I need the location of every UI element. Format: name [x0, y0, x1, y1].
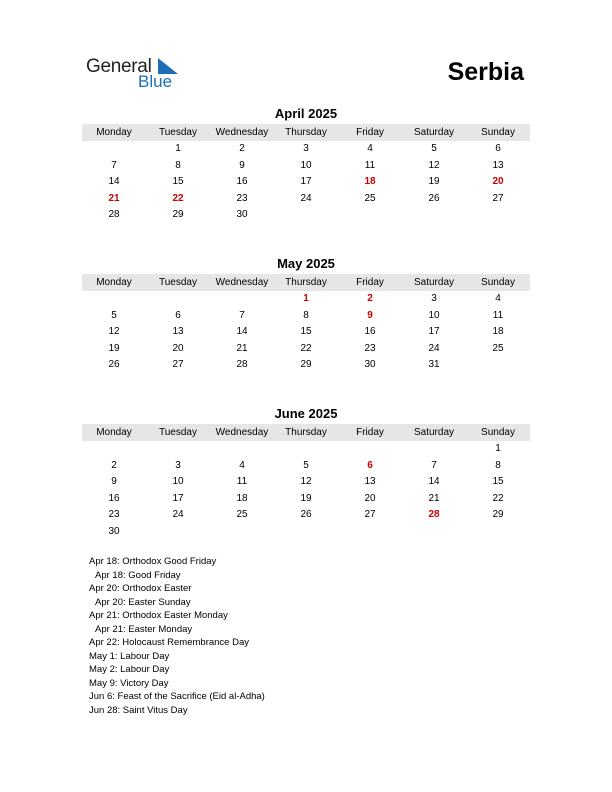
day-cell: 8: [175, 159, 181, 171]
day-cell: 3: [431, 293, 437, 304]
holiday-item: Apr 21: Orthodox Easter Monday: [89, 610, 228, 621]
holiday-item: Apr 22: Holocaust Remembrance Day: [89, 637, 249, 648]
weekday-label: Thursday: [285, 277, 327, 288]
week-row: [82, 158, 530, 175]
weekday-label: Tuesday: [159, 277, 197, 288]
day-cell: 28: [108, 209, 120, 221]
week-row: [82, 341, 530, 358]
day-cell: 26: [428, 192, 440, 204]
day-cell: 9: [239, 159, 245, 171]
month-title: June 2025: [274, 406, 338, 421]
day-cell: 7: [431, 459, 437, 471]
weekday-label: Monday: [96, 277, 132, 288]
empty-cell: [82, 291, 146, 308]
day-cell: 9: [367, 309, 373, 321]
holiday-item: Apr 21: Easter Monday: [95, 623, 193, 635]
week-row: [82, 524, 530, 541]
week-row: [82, 141, 530, 158]
day-cell: 3: [175, 459, 181, 471]
day-cell: 15: [300, 326, 312, 338]
empty-cell: [146, 441, 210, 458]
day-cell: 17: [300, 176, 312, 188]
logo-text-general: General: [86, 56, 152, 77]
empty-cell: [338, 207, 402, 224]
empty-cell: [274, 524, 338, 541]
empty-cell: [338, 441, 402, 458]
day-cell: 22: [172, 192, 184, 204]
country-title: Serbia: [447, 58, 524, 86]
holiday-list: [89, 555, 265, 717]
week-row: [82, 474, 530, 491]
day-cell: 25: [364, 192, 376, 204]
holiday-item: May 1: Labour Day: [89, 650, 170, 662]
day-cell: 10: [428, 309, 440, 321]
day-cell: 2: [239, 143, 245, 154]
weekday-label: Sunday: [481, 127, 515, 138]
day-cell: 19: [300, 492, 312, 504]
month-june: [82, 406, 530, 541]
day-cell: 7: [111, 159, 117, 171]
day-cell: 15: [172, 176, 184, 188]
day-cell: 13: [492, 159, 504, 171]
weekday-label: Thursday: [285, 127, 327, 138]
month-title: May 2025: [277, 256, 335, 271]
day-cell: 10: [300, 159, 312, 171]
day-cell: 26: [300, 509, 312, 521]
day-cell: 17: [428, 326, 440, 338]
day-cell: 23: [236, 192, 248, 204]
empty-cell: [338, 524, 402, 541]
empty-cell: [82, 141, 146, 158]
day-cell: 30: [108, 525, 120, 537]
day-cell: 15: [492, 476, 504, 488]
week-row: [82, 191, 530, 208]
day-cell: 10: [172, 476, 184, 488]
weekday-header: [82, 424, 530, 441]
holiday-item: Apr 18: Good Friday: [95, 569, 181, 581]
week-row: [82, 357, 530, 374]
day-cell: 28: [236, 359, 248, 371]
weekday-label: Friday: [356, 277, 384, 288]
day-cell: 21: [108, 192, 120, 204]
day-cell: 8: [303, 309, 309, 321]
day-cell: 11: [492, 309, 504, 321]
month-may: [82, 256, 530, 374]
weekday-label: Wednesday: [215, 127, 269, 138]
weekday-label: Wednesday: [215, 427, 269, 438]
week-row: [82, 441, 530, 458]
day-cell: 11: [364, 159, 376, 171]
day-cell: 9: [111, 476, 117, 488]
day-cell: 13: [172, 326, 184, 338]
weekday-header: [82, 124, 530, 141]
empty-cell: [210, 291, 274, 308]
day-cell: 27: [172, 359, 184, 371]
weekday-label: Wednesday: [215, 277, 269, 288]
day-cell: 25: [236, 509, 248, 521]
day-cell: 16: [236, 176, 248, 188]
day-cell: 23: [108, 509, 120, 521]
day-cell: 14: [236, 326, 248, 338]
day-cell: 12: [300, 476, 312, 488]
empty-cell: [146, 291, 210, 308]
week-row: [82, 174, 530, 191]
week-row: [82, 507, 530, 524]
day-cell: 24: [428, 342, 440, 354]
day-cell: 30: [236, 209, 248, 221]
week-row: [82, 324, 530, 341]
holiday-item: Apr 18: Orthodox Good Friday: [89, 556, 217, 567]
weekday-label: Saturday: [413, 427, 455, 438]
day-cell: 4: [367, 143, 373, 154]
month-april: [82, 106, 530, 224]
day-cell: 4: [239, 459, 245, 471]
weekday-label: Saturday: [413, 277, 455, 288]
day-cell: 14: [428, 476, 440, 488]
day-cell: 24: [300, 192, 312, 204]
holiday-item: May 2: Labour Day: [89, 664, 170, 675]
day-cell: 2: [367, 293, 373, 304]
empty-cell: [210, 524, 274, 541]
day-cell: 7: [239, 309, 245, 321]
day-cell: 29: [492, 509, 504, 521]
week-row: [82, 308, 530, 325]
day-cell: 21: [236, 342, 248, 354]
day-cell: 26: [108, 359, 120, 371]
week-row: [82, 491, 530, 508]
empty-cell: [402, 524, 466, 541]
day-cell: 27: [492, 192, 504, 204]
weekday-label: Sunday: [481, 277, 515, 288]
weekday-label: Tuesday: [159, 127, 197, 138]
day-cell: 31: [428, 359, 440, 371]
day-cell: 30: [364, 359, 376, 371]
day-cell: 17: [172, 492, 184, 504]
day-cell: 8: [495, 459, 501, 471]
day-cell: 16: [364, 326, 376, 338]
weekday-label: Thursday: [285, 427, 327, 438]
day-cell: 1: [303, 293, 309, 304]
empty-cell: [210, 441, 274, 458]
day-cell: 2: [111, 459, 117, 471]
day-cell: 1: [495, 443, 501, 454]
day-cell: 4: [495, 293, 501, 304]
week-row: [82, 291, 530, 308]
day-cell: 21: [428, 492, 440, 504]
weekday-label: Saturday: [413, 127, 455, 138]
day-cell: 5: [111, 309, 117, 321]
day-cell: 5: [431, 143, 437, 154]
day-cell: 14: [108, 176, 120, 188]
day-cell: 6: [495, 143, 501, 154]
empty-cell: [466, 357, 530, 374]
weekday-label: Tuesday: [159, 427, 197, 438]
empty-cell: [274, 207, 338, 224]
logo-text-blue: Blue: [138, 72, 173, 91]
empty-cell: [274, 441, 338, 458]
empty-cell: [466, 207, 530, 224]
week-row: [82, 207, 530, 224]
day-cell: 19: [108, 342, 120, 354]
day-cell: 20: [364, 492, 376, 504]
day-cell: 18: [364, 176, 376, 188]
empty-cell: [402, 441, 466, 458]
empty-cell: [466, 524, 530, 541]
empty-cell: [146, 524, 210, 541]
day-cell: 25: [492, 342, 504, 354]
day-cell: 6: [175, 309, 181, 321]
day-cell: 11: [236, 476, 248, 488]
day-cell: 28: [428, 509, 440, 521]
day-cell: 20: [492, 176, 504, 188]
month-title: April 2025: [274, 106, 338, 121]
weekday-label: Monday: [96, 427, 132, 438]
day-cell: 24: [172, 509, 184, 521]
day-cell: 20: [172, 342, 184, 354]
day-cell: 6: [367, 459, 373, 471]
day-cell: 29: [300, 359, 312, 371]
day-cell: 1: [175, 143, 181, 154]
weekday-label: Friday: [356, 427, 384, 438]
day-cell: 27: [364, 509, 376, 521]
holiday-item: Jun 6: Feast of the Sacrifice (Eid al-Adha): [89, 691, 265, 702]
holiday-item: Apr 20: Easter Sunday: [95, 596, 191, 608]
weekday-label: Monday: [96, 127, 132, 138]
day-cell: 12: [428, 159, 440, 171]
holiday-item: Apr 20: Orthodox Easter: [89, 583, 192, 594]
day-cell: 5: [303, 459, 309, 471]
empty-cell: [402, 207, 466, 224]
day-cell: 23: [364, 342, 376, 354]
holiday-item: May 9: Victory Day: [89, 677, 169, 689]
day-cell: 22: [492, 492, 504, 504]
day-cell: 19: [428, 176, 440, 188]
day-cell: 13: [364, 476, 376, 488]
weekday-label: Friday: [356, 127, 384, 138]
empty-cell: [82, 441, 146, 458]
day-cell: 29: [172, 209, 184, 221]
day-cell: 16: [108, 492, 120, 504]
day-cell: 3: [303, 143, 309, 154]
day-cell: 12: [108, 326, 120, 338]
holiday-item: Jun 28: Saint Vitus Day: [89, 704, 188, 716]
weekday-label: Sunday: [481, 427, 515, 438]
day-cell: 22: [300, 342, 312, 354]
logo: [86, 56, 196, 92]
week-row: [82, 458, 530, 475]
day-cell: 18: [236, 492, 248, 504]
day-cell: 18: [492, 326, 504, 338]
weekday-header: [82, 274, 530, 291]
